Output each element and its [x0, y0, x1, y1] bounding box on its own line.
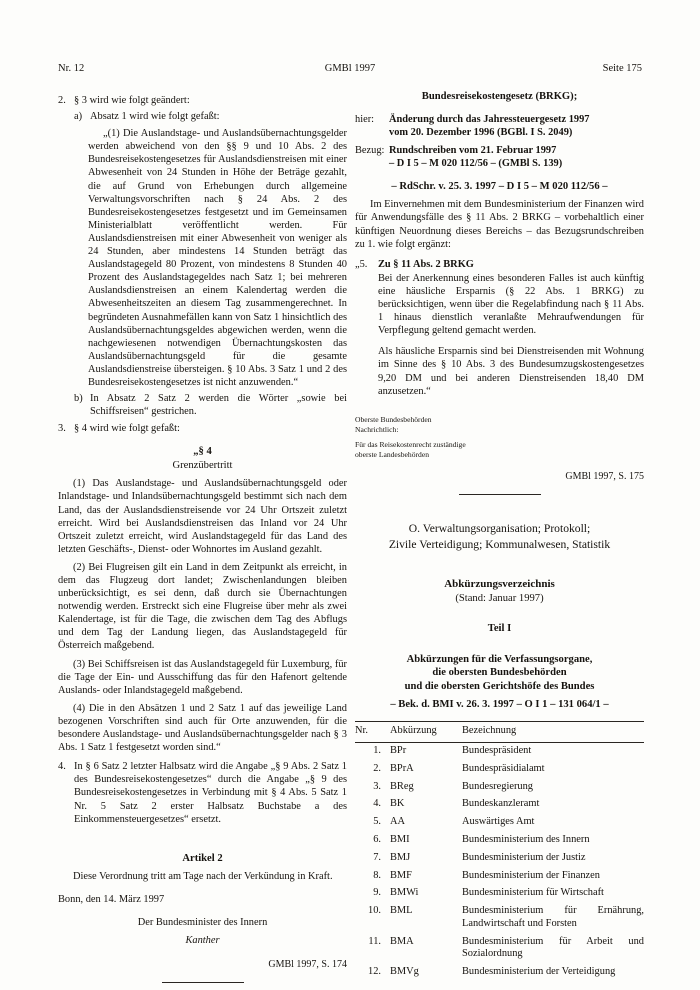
cell-abbreviation: BML: [390, 905, 413, 917]
list-item-3-number: 3.: [58, 423, 66, 435]
cell-nr: 3.: [373, 780, 381, 792]
table-row: [355, 963, 644, 981]
cell-abbreviation: BReg: [390, 780, 414, 792]
item-5-heading: Zu § 11 Abs. 2 BRKG: [378, 258, 474, 270]
abbr-scope-line-1: Abkürzungen für die Verfassungsorgane,: [406, 653, 593, 665]
cell-designation: Bundespräsident: [462, 745, 532, 757]
left-source-reference: GMBl 1997, S. 174: [268, 958, 347, 970]
cell-abbreviation: BMF: [390, 869, 412, 881]
abbr-scope-heading: [355, 653, 644, 694]
absatz-4-text: (4) Die in den Absätzen 1 und 2 Satz 1 auf das jeweilige Land bezogenen Vorschriften sind auch für Orte anzuwenden, für die besondere Auslandstage- und Auslandsübernachtungsgelder nach § 3 Abs. 1 Satz 1 festgesetzt worden sind.“: [58, 702, 347, 754]
bezug-line-2: – D I 5 – M 020 112/56 – (GMBl S. 139): [389, 157, 563, 169]
signature-name: Kanther: [185, 935, 220, 947]
distribution-line-3: Für das Reisekostenrecht zuständige: [355, 439, 466, 449]
cell-designation: Bundesministerium für Wirtschaft: [462, 887, 604, 899]
cell-nr: 4.: [373, 798, 381, 810]
cell-nr: 2.: [373, 762, 381, 774]
signature-office: Der Bundesminister des Innern: [137, 917, 268, 929]
table-header-row: [355, 721, 644, 742]
cell-designation: Bundesregierung: [462, 780, 533, 792]
item-5-paragraph-1: Bei der Anerkennung eines besonderen Falles ist auch künftig eine häusliche Ersparnis (§ 22 Abs. 1 BRKG) zu berücksichtigen, wenn über die Regelabfindung nach § 11 Abs. 1 hinaus dienstlich veranlaßte Mehraufwendungen für Verpflegung geltend gemacht werden.: [378, 272, 644, 337]
list-item-2b-text: In Absatz 2 Satz 2 werden die Wörter „sowie bei Schiffsreisen“ gestrichen.: [90, 393, 347, 418]
cell-nr: 6.: [373, 834, 381, 845]
hier-line-1: Änderung durch das Jahressteuergesetz 1997: [389, 113, 590, 125]
bek-reference: – Bek. d. BMI v. 26. 3. 1997 – O I 1 – 131 064/1 –: [390, 699, 609, 711]
cell-designation: Auswärtiges Amt: [462, 816, 535, 828]
cell-nr: 11.: [368, 935, 381, 947]
list-item-3-text: § 4 wird wie folgt gefaßt:: [74, 423, 180, 435]
cell-nr: 12.: [368, 965, 381, 977]
table-row: [355, 867, 644, 885]
cell-nr: 10.: [368, 905, 381, 917]
cell-nr: 1.: [373, 745, 381, 757]
table-row: [355, 885, 644, 903]
right-column: [355, 90, 644, 981]
distribution-line-4: oberste Landesbehörden: [355, 449, 430, 459]
absatz-2-text: (2) Bei Flugreisen gilt ein Land in dem Zeitpunkt als erreicht, in dem das Flugzeug dort landet; Zwischenlandungen bleiben unberücksichtigt, es sei denn, daß durch sie Übernachtungen notwendig werden. Erstreckt sich eine Flugreise über mehr als zwei Kalendertage, ist für die Tage, die zwischen dem Tag des Abflugs und dem Tag der Landung liegen, das Auslandstagegeld für Österreich maßgebend.: [58, 561, 347, 652]
table-body: [355, 742, 644, 981]
table-row: [355, 903, 644, 933]
list-item-2-text: § 3 wird wie folgt geändert:: [74, 95, 190, 106]
abbr-title: Abkürzungsverzeichnis: [444, 578, 555, 591]
cell-abbreviation: BMVg: [390, 965, 419, 977]
paragraph-4-heading: „§ 4: [193, 446, 212, 458]
artikel-2-text: Diese Verordnung tritt am Tage nach der Verkündung in Kraft.: [73, 871, 333, 883]
cell-nr: 8.: [373, 869, 381, 881]
cell-abbreviation: BMJ: [390, 851, 411, 863]
item-5-block: [355, 258, 644, 398]
section-divider-rule: [162, 982, 244, 983]
left-column: [58, 90, 347, 983]
table-row: [355, 814, 644, 832]
table-row: [355, 831, 644, 849]
cell-nr: 9.: [373, 887, 381, 899]
table-row: [355, 796, 644, 814]
distribution-list: [355, 415, 644, 461]
cell-designation: Bundesministerium der Verteidigung: [462, 965, 616, 977]
table-row: [355, 742, 644, 760]
table-row: [355, 849, 644, 867]
cell-designation: Bundesministerium für Arbeit und Sozialordnung: [462, 935, 644, 960]
section-title-line-2: Zivile Verteidigung; Kommunalwesen, Statistik: [388, 537, 611, 551]
absatz-3-text: (3) Bei Schiffsreisen ist das Auslandstagegeld für Luxemburg, für die Tage der Ein- und Ausschiffung das für den Hafenort geltende Auslands- oder Inlandstagegeld maßgebend.: [58, 658, 347, 696]
running-head-journal: GMBl 1997: [324, 63, 376, 74]
list-item-2b: [74, 392, 347, 418]
list-item-2-number: 2.: [58, 95, 66, 106]
abbr-scope-line-2: die obersten Bundesbehörden: [432, 667, 567, 679]
rdschr-reference: – RdSchr. v. 25. 3. 1997 – D I 5 – M 020 112/56 –: [391, 180, 608, 192]
cell-designation: Bundesministerium der Finanzen: [462, 869, 600, 881]
list-item-2a-number: a): [74, 111, 83, 123]
table-row: [355, 778, 644, 796]
place-date: Bonn, den 14. März 1997: [58, 894, 165, 906]
table-row: [355, 933, 644, 963]
distribution-line-1: Oberste Bundesbehörden: [355, 414, 432, 424]
cell-abbreviation: AA: [390, 816, 406, 828]
column-header-designation: Bezeichnung: [462, 724, 517, 736]
cell-designation: Bundesministerium des Innern: [462, 834, 590, 845]
column-header-nr: Nr.: [355, 724, 368, 736]
list-item-3: [58, 422, 347, 435]
list-item-4-text: In § 6 Satz 2 letzter Halbsatz wird die Angabe „§ 9 Abs. 2 Satz 1 des Bundesreisekostengesetzes“ durch die Angabe „§ 9 des Bundesreisekostengesetzes in Verbindung mit § 4 Abs. 5 Satz 1 Nr. 5 Satz 2 erster Halbsatz Buchstabe a des Einkommensteuergesetzes“ ersetzt.: [74, 761, 347, 825]
section-title: [355, 521, 644, 552]
cell-nr: 5.: [373, 816, 381, 828]
bezug-line-1: Rundschreiben vom 21. Februar 1997: [389, 144, 557, 156]
section-title-line-1: O. Verwaltungsorganisation; Protokoll;: [408, 522, 591, 536]
list-item-2a-text: Absatz 1 wird wie folgt gefaßt:: [90, 111, 220, 123]
cell-abbreviation: BMI: [390, 834, 410, 845]
hier-label: hier:: [355, 113, 375, 125]
running-head-issue: Nr. 12: [58, 63, 85, 74]
right-source-reference: GMBl 1997, S. 175: [565, 471, 644, 483]
list-item-2b-number: b): [74, 393, 83, 405]
cell-abbreviation: BK: [390, 798, 405, 810]
list-item-2: [58, 94, 347, 107]
artikel-2-heading: Artikel 2: [182, 852, 223, 864]
running-head: [58, 62, 642, 78]
list-item-4-number: 4.: [58, 761, 66, 773]
quote-absatz-1: „(1) Die Auslandstage- und Auslandsübernachtungsgelder werden abweichend von den §§ 9 und 10 Abs. 2 des Bundesreisekostengesetzes für Auslandsdienstreisen mit einer Abwesenheit von 24 Stunden in Höhe der Beträge gezahlt, die auf Grund von Erhebungen durch allgemeine Verwaltungsvorschriften nach § 24 Abs. 2 des Bundesreisekostengesetzes festgesetzt und im Gemeinsamen Ministerialblatt veröffentlicht werden. Für Auslandsdienstreisen mit einer Abwesenheit von weniger als 24 Stunden, aber mindestens 14 Stunden beträgt das Auslandstagegeld 80 Prozent, von mindestens 8 Stunden 40 Prozent des Auslandstagegeldes nach Satz 1; bei mehreren Auslandsdienstreisen an einem Kalendertag werden die Abwesenheitszeiten an diesem Tag zusammengerechnet. In begründeten Ausnahmefällen kann von Satz 1 hinsichtlich des Auslandsübernachtungsgeldes abgewichen werden, wenn die nachgewiesenen notwendigen Übernachtungskosten das Auslandsübernachtungsgeld für die gesamte Auslandsdienstreise übersteigen. § 10 Abs. 3 Satz 1 und 2 des Bundesreisekostengesetzes ist nicht anzuwenden.“: [88, 128, 347, 388]
table-row: [355, 760, 644, 778]
cell-nr: 7.: [373, 851, 381, 863]
law-title: Bundesreisekostengesetz (BRKG);: [421, 91, 578, 102]
cell-designation: Bundeskanzleramt: [462, 798, 540, 810]
running-head-page: Seite 175: [602, 63, 642, 74]
cell-designation: Bundesministerium für Ernährung, Landwirtschaft und Forsten: [462, 905, 644, 929]
bezug-block: [355, 144, 644, 170]
distribution-line-2: Nachrichtlich:: [355, 425, 399, 435]
list-item-2a: [74, 110, 347, 123]
item-5-number: „5.: [355, 258, 368, 270]
hier-block: [355, 113, 644, 139]
cell-designation: Bundespräsidialamt: [462, 762, 545, 774]
cell-abbreviation: BPrA: [390, 762, 414, 774]
column-header-abbreviation: Abkürzung: [390, 724, 437, 736]
intro-paragraph: Im Einvernehmen mit dem Bundesministerium der Finanzen wird für Anwendungsfälle des § 11 Abs. 2 BRKG – vorbehaltlich einer künftigen Neuordnung dieses Bereichs – das Bezugsrundschreiben zu 1. wie folgt ergänzt:: [355, 199, 644, 250]
hier-line-2: vom 20. Dezember 1996 (BGBl. I S. 2049): [389, 126, 573, 138]
list-item-4: [58, 760, 347, 825]
bezug-label: Bezug:: [355, 144, 385, 156]
cell-abbreviation: BMWi: [390, 887, 419, 899]
abbr-subtitle: (Stand: Januar 1997): [455, 592, 544, 604]
abbreviation-table: [355, 721, 644, 981]
paragraph-4-subheading: Grenzübertritt: [172, 459, 233, 471]
absatz-1-text: (1) Das Auslandstage- und Auslandsübernachtungsgeld oder Inlandstage- und Inlandsübernachtungsgeld bestimmt sich nach dem Land, das der Auslandsdienstreisende vor 24 Uhr Ortszeit zuletzt erreicht. Wird bei Auslandsdienstreisen das Inland vor 24 Uhr Ortszeit zuletzt erreicht, wird Auslandstagegeld für das Land des letzten Geschäfts-, Dienst- oder Wohnortes im Ausland gezahlt.: [58, 478, 347, 555]
item-5-paragraph-2: Als häusliche Ersparnis sind bei Dienstreisenden mit Wohnung im Sinne des § 10 Abs. 3 des Bundesumzugskostengesetzes 9,20 DM und bei anderen Dienstreisenden 18,40 DM anzusetzen.“: [378, 346, 644, 397]
cell-designation: Bundesministerium der Justiz: [462, 851, 586, 863]
cell-abbreviation: BPr: [390, 745, 407, 757]
teil-heading: Teil I: [487, 623, 512, 635]
cell-abbreviation: BMA: [390, 935, 414, 947]
abbr-scope-line-3: und die obersten Gerichtshöfe des Bundes: [404, 680, 595, 692]
